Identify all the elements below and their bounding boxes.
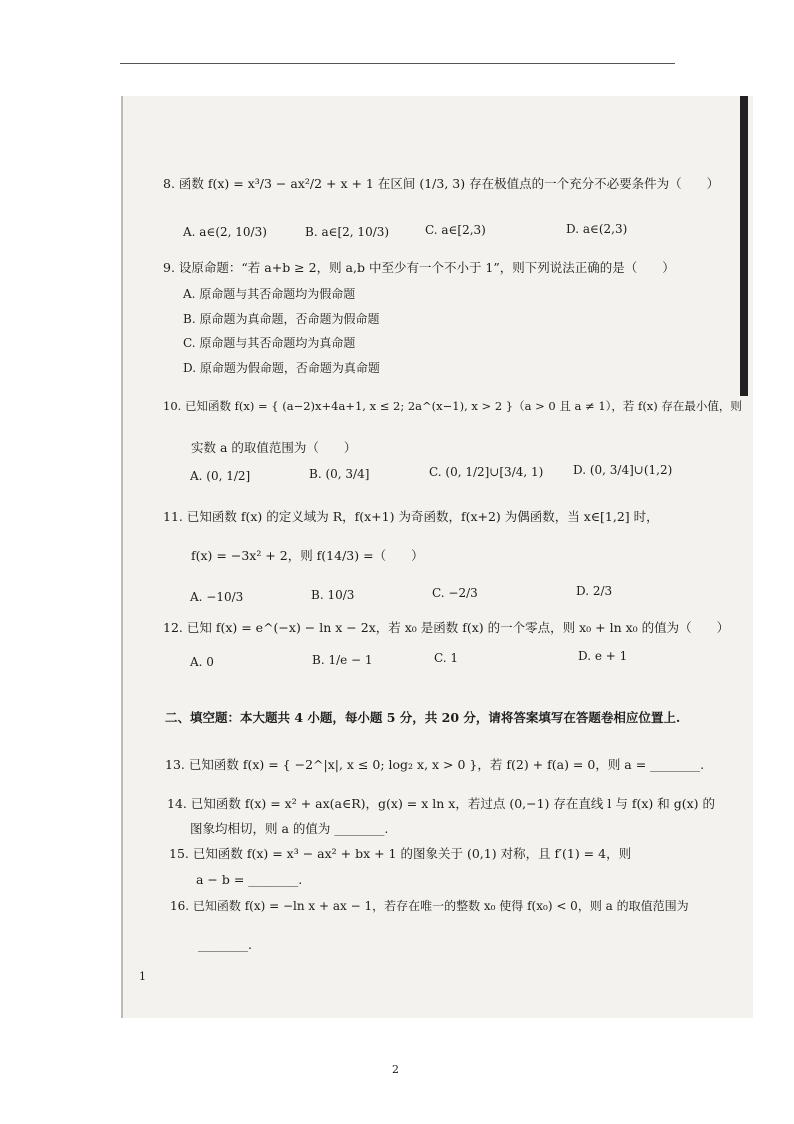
question-15-line-2: a − b = ________. xyxy=(196,872,303,887)
question-10-stem-line-2: 实数 a 的取值范围为（ ） xyxy=(191,440,357,455)
question-8-option-c: C. a∈[2,3) xyxy=(425,223,486,237)
question-12-option-a: A. 0 xyxy=(190,655,214,669)
question-12-option-c: C. 1 xyxy=(434,651,459,665)
question-9-option-c: C. 原命题与其否命题均为真命题 xyxy=(183,336,356,350)
question-9-option-b: B. 原命题为真命题，否命题为假命题 xyxy=(183,312,380,326)
question-10-option-b: B. (0, 3/4] xyxy=(309,467,370,481)
question-9-option-d: D. 原命题为假命题，否命题为真命题 xyxy=(183,361,380,375)
question-9-stem: 9. 设原命题：“若 a+b ≥ 2，则 a,b 中至少有一个不小于 1”，则下列说法正确的是（ ） xyxy=(163,260,675,275)
question-16-line-2: ________. xyxy=(198,937,252,952)
question-15-line-1: 15. 已知函数 f(x) = x³ − ax² + bx + 1 的图象关于 (0,1) 对称，且 f′(1) = 4，则 xyxy=(169,846,632,861)
question-11-stem-line-1: 11. 已知函数 f(x) 的定义域为 R，f(x+1) 为奇函数，f(x+2) 为偶函数，当 x∈[1,2] 时， xyxy=(163,509,659,524)
scan-page-mark: 1 xyxy=(139,970,146,983)
question-13: 13. 已知函数 f(x) = { −2^|x|, x ≤ 0; log₂ x, x > 0 }，若 f(2) + f(a) = 0，则 a = ________. xyxy=(165,757,705,772)
header-rule xyxy=(120,63,675,64)
question-14-line-1: 14. 已知函数 f(x) = x² + ax(a∈R)，g(x) = x ln x，若过点 (0,−1) 存在直线 l 与 f(x) 和 g(x) 的 xyxy=(167,796,715,811)
question-8-option-d: D. a∈(2,3) xyxy=(566,222,628,236)
section-2-heading: 二、填空题：本大题共 4 小题，每小题 5 分，共 20 分，请将答案填写在答题卷相应位置上. xyxy=(165,710,681,725)
question-10-option-d: D. (0, 3/4]∪(1,2) xyxy=(573,463,673,477)
scan-dark-edge xyxy=(740,96,748,396)
question-8-option-a: A. a∈(2, 10/3) xyxy=(183,225,267,239)
question-11-option-a: A. −10/3 xyxy=(190,590,244,604)
question-12-option-d: D. e + 1 xyxy=(578,649,628,663)
question-11-option-c: C. −2/3 xyxy=(432,586,478,600)
page-number: 2 xyxy=(392,1063,399,1076)
question-12-option-b: B. 1/e − 1 xyxy=(312,653,373,667)
question-11-option-d: D. 2/3 xyxy=(576,584,613,598)
question-11-option-b: B. 10/3 xyxy=(311,588,355,602)
question-9-option-a: A. 原命题与其否命题均为假命题 xyxy=(183,287,356,301)
question-10-option-c: C. (0, 1/2]∪[3/4, 1) xyxy=(429,465,544,479)
question-16-line-1: 16. 已知函数 f(x) = −ln x + ax − 1，若存在唯一的整数 x₀ 使得 f(x₀) < 0，则 a 的取值范围为 xyxy=(170,899,689,913)
question-10-option-a: A. (0, 1/2] xyxy=(190,469,251,483)
question-10-stem-line-1: 10. 已知函数 f(x) = { (a−2)x+4a+1, x ≤ 2; 2a^(x−1), x > 2 }（a > 0 且 a ≠ 1），若 f(x) 存在最小值，则 xyxy=(163,399,742,413)
question-12-stem: 12. 已知 f(x) = e^(−x) − ln x − 2x，若 x₀ 是函数 f(x) 的一个零点，则 x₀ + ln x₀ 的值为（ ） xyxy=(163,620,730,635)
question-14-line-2: 图象均相切，则 a 的值为 ________. xyxy=(190,821,389,836)
question-8-stem: 8. 函数 f(x) = x³/3 − ax²/2 + x + 1 在区间 (1/3, 3) 存在极值点的一个充分不必要条件为（ ） xyxy=(163,176,720,191)
question-11-stem-line-2: f(x) = −3x² + 2，则 f(14/3) =（ ） xyxy=(191,548,424,563)
question-8-option-b: B. a∈[2, 10/3) xyxy=(305,225,390,239)
